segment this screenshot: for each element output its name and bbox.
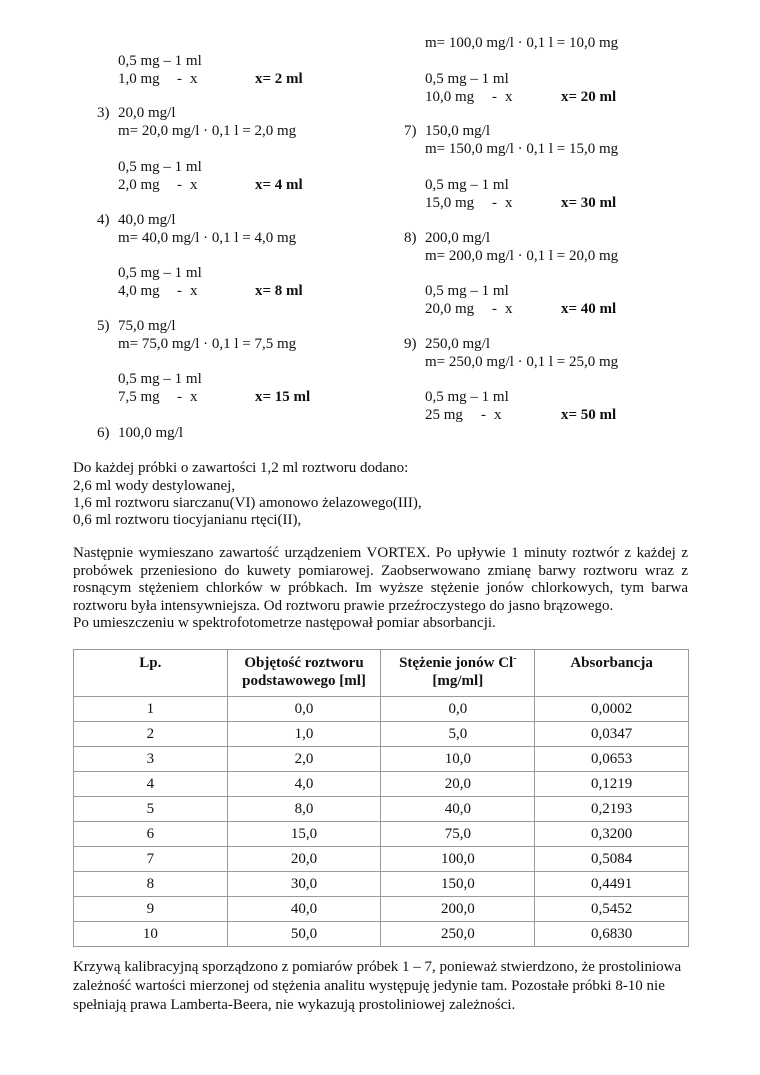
addition-item: 0,6 ml roztworu tiocyjanianu rtęci(II),	[73, 512, 302, 528]
dash-separator: -	[481, 407, 486, 423]
cell-concentration: 10,0	[381, 747, 535, 772]
dash-separator: -	[492, 301, 497, 317]
cell-volume: 1,0	[227, 722, 381, 747]
sample-formula: m= 75,0 mg/l · 0,1 l = 7,5 mg	[118, 336, 297, 352]
cell-lp: 8	[74, 872, 228, 897]
cell-concentration: 100,0	[381, 847, 535, 872]
procedure-last-line: Po umieszczeniu w spektrofotometrze następował pomiar absorbancji.	[73, 615, 496, 631]
sample-number: 3)	[97, 105, 110, 121]
ratio-line: 0,5 mg – 1 ml	[425, 389, 509, 405]
cell-volume: 4,0	[227, 772, 381, 797]
cell-lp: 10	[74, 922, 228, 947]
sample-formula: m= 150,0 mg/l · 0,1 l = 15,0 mg	[425, 141, 619, 157]
procedure-paragraph	[73, 545, 688, 633]
cell-volume: 40,0	[227, 897, 381, 922]
cell-lp: 5	[74, 797, 228, 822]
table-row	[74, 772, 689, 797]
procedure-text: Następnie wymieszano zawartość urządzeniem VORTEX. Po upływie 1 minuty roztwór z każdej z probówek przeniesiono do kuwety pomiarowej. Zaobserwowano zmianę barwy roztworu wraz z rosnącym stężeniem chlorków w próbkach. Im wyższe stężenie jonów chlorkowych, tym barwa roztworu była intensywniejsza. Od roztworu prawie przeźroczystego do jasno brązowego.	[73, 545, 688, 614]
mg-value: 25 mg	[425, 407, 463, 423]
ratio-line: 0,5 mg – 1 ml	[425, 283, 509, 299]
sample-number: 8)	[404, 230, 417, 246]
cell-concentration: 40,0	[381, 797, 535, 822]
result-value: x= 2 ml	[255, 71, 303, 87]
sample-number: 7)	[404, 123, 417, 139]
cell-lp: 7	[74, 847, 228, 872]
cell-concentration: 150,0	[381, 872, 535, 897]
variable-x: x	[505, 301, 513, 317]
cell-volume: 30,0	[227, 872, 381, 897]
cell-absorbance: 0,0347	[535, 722, 689, 747]
addition-item: 1,6 ml roztworu siarczanu(VI) amonowo żelazowego(III),	[73, 495, 422, 511]
header-concentration-label: Stężenie jonów Cl	[399, 655, 514, 671]
sample-formula: m= 40,0 mg/l · 0,1 l = 4,0 mg	[118, 230, 297, 246]
variable-x: x	[190, 177, 198, 193]
table-body	[74, 697, 689, 947]
addition-item: 2,6 ml wody destylowanej,	[73, 478, 236, 494]
ratio-line: 0,5 mg – 1 ml	[425, 177, 509, 193]
cell-lp: 3	[74, 747, 228, 772]
cell-absorbance: 0,2193	[535, 797, 689, 822]
result-value: x= 15 ml	[255, 389, 311, 405]
cell-volume: 8,0	[227, 797, 381, 822]
cell-concentration: 5,0	[381, 722, 535, 747]
cell-concentration: 0,0	[381, 697, 535, 722]
result-value: x= 8 ml	[255, 283, 303, 299]
sample-number: 4)	[97, 212, 110, 228]
mg-value: 1,0 mg	[118, 71, 160, 87]
sample-concentration: 250,0 mg/l	[425, 336, 491, 352]
variable-x: x	[505, 195, 513, 211]
sample-concentration: 75,0 mg/l	[118, 318, 176, 334]
header-absorbance: Absorbancja	[535, 650, 689, 697]
variable-x: x	[505, 89, 513, 105]
variable-x: x	[494, 407, 502, 423]
cell-concentration: 20,0	[381, 772, 535, 797]
dash-separator: -	[177, 71, 182, 87]
cell-absorbance: 0,0653	[535, 747, 689, 772]
cell-absorbance: 0,3200	[535, 822, 689, 847]
additions-intro: Do każdej próbki o zawartości 1,2 ml roztworu dodano:	[73, 460, 409, 476]
table-header-row	[74, 650, 689, 697]
sample-concentration: 40,0 mg/l	[118, 212, 176, 228]
variable-x: x	[190, 71, 198, 87]
result-value: x= 4 ml	[255, 177, 303, 193]
ratio-line: 0,5 mg – 1 ml	[118, 371, 202, 387]
absorbance-table	[73, 649, 689, 947]
cell-lp: 1	[74, 697, 228, 722]
sample-concentration: 100,0 mg/l	[118, 425, 184, 441]
variable-x: x	[190, 389, 198, 405]
sample-concentration: 200,0 mg/l	[425, 230, 491, 246]
sample-formula: m= 20,0 mg/l · 0,1 l = 2,0 mg	[118, 123, 297, 139]
cell-absorbance: 0,1219	[535, 772, 689, 797]
mg-value: 4,0 mg	[118, 283, 160, 299]
cell-volume: 50,0	[227, 922, 381, 947]
cell-absorbance: 0,4491	[535, 872, 689, 897]
dash-separator: -	[177, 283, 182, 299]
mg-value: 20,0 mg	[425, 301, 475, 317]
result-value: x= 20 ml	[561, 89, 617, 105]
sample-formula: m= 200,0 mg/l · 0,1 l = 20,0 mg	[425, 248, 619, 264]
cell-concentration: 75,0	[381, 822, 535, 847]
cell-lp: 4	[74, 772, 228, 797]
cell-absorbance: 0,5452	[535, 897, 689, 922]
cell-lp: 6	[74, 822, 228, 847]
cell-concentration: 200,0	[381, 897, 535, 922]
variable-x: x	[190, 283, 198, 299]
header-lp: Lp.	[74, 650, 228, 697]
conclusion-text: Krzywą kalibracyjną sporządzono z pomiarów próbek 1 – 7, ponieważ stwierdzono, że prostoliniowa zależność wartości mierzonej od stężenia analitu występuję jedynie tam. Pozostałe próbki 8-10 nie spełniają prawa Lamberta-Beera, nie wykazują prostoliniowej zależności.	[73, 959, 682, 1013]
table-row	[74, 922, 689, 947]
dash-separator: -	[177, 177, 182, 193]
sample-number: 9)	[404, 336, 417, 352]
mg-value: 15,0 mg	[425, 195, 475, 211]
cell-volume: 15,0	[227, 822, 381, 847]
formula-sample-6: m= 100,0 mg/l · 0,1 l = 10,0 mg	[425, 35, 619, 51]
dash-separator: -	[177, 389, 182, 405]
table-row	[74, 797, 689, 822]
table-row	[74, 697, 689, 722]
header-volume: Objętość roztworu podstawowego [ml]	[227, 650, 381, 697]
sample-number: 6)	[97, 425, 110, 441]
header-concentration-unit: [mg/ml]	[432, 673, 484, 689]
sample-formula: m= 250,0 mg/l · 0,1 l = 25,0 mg	[425, 354, 619, 370]
sample-number: 5)	[97, 318, 110, 334]
chloride-charge-sup: -	[513, 653, 517, 664]
table-row	[74, 822, 689, 847]
cell-lp: 9	[74, 897, 228, 922]
cell-absorbance: 0,6830	[535, 922, 689, 947]
sample-concentration: 150,0 mg/l	[425, 123, 491, 139]
result-value: x= 30 ml	[561, 195, 617, 211]
cell-absorbance: 0,5084	[535, 847, 689, 872]
cell-volume: 2,0	[227, 747, 381, 772]
cell-volume: 0,0	[227, 697, 381, 722]
mg-value: 7,5 mg	[118, 389, 160, 405]
table-row	[74, 897, 689, 922]
table-row	[74, 847, 689, 872]
ratio-line: 0,5 mg – 1 ml	[118, 159, 202, 175]
dash-separator: -	[492, 195, 497, 211]
dash-separator: -	[492, 89, 497, 105]
result-value: x= 50 ml	[561, 407, 617, 423]
ratio-line: 0,5 mg – 1 ml	[118, 53, 202, 69]
conclusion-paragraph	[73, 958, 688, 1015]
table-row	[74, 722, 689, 747]
table-row	[74, 872, 689, 897]
table-row	[74, 747, 689, 772]
ratio-line: 0,5 mg – 1 ml	[425, 71, 509, 87]
cell-absorbance: 0,0002	[535, 697, 689, 722]
sample-concentration: 20,0 mg/l	[118, 105, 176, 121]
mg-value: 10,0 mg	[425, 89, 475, 105]
header-concentration	[381, 650, 535, 697]
mg-value: 2,0 mg	[118, 177, 160, 193]
cell-lp: 2	[74, 722, 228, 747]
cell-volume: 20,0	[227, 847, 381, 872]
cell-concentration: 250,0	[381, 922, 535, 947]
ratio-line: 0,5 mg – 1 ml	[118, 265, 202, 281]
result-value: x= 40 ml	[561, 301, 617, 317]
